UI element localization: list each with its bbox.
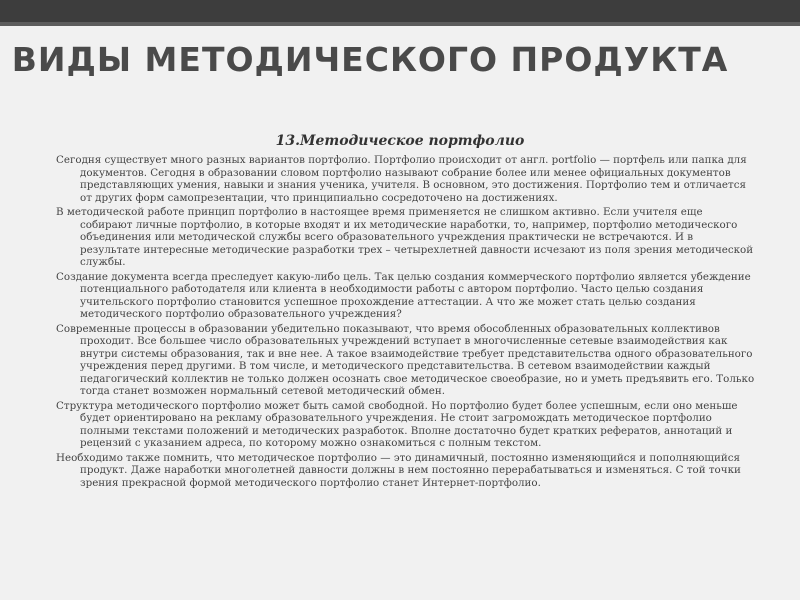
paragraph: Необходимо также помнить, что методическое портфолио — это динамичный, постоянно изменяющийся и пополняющийся продукт. Даже наработки многолетней давности должны в нем постоянно перерабатываться и изменяться. С той точки зрения прекрасной формой методического портфолио станет Интернет-портфолио. bbox=[56, 451, 741, 489]
paragraph: Структура методического портфолио может быть самой свободной. Но портфолио будет более успешным, если оно меньше будет ориентировано на рекламу образовательного учреждения. Не стоит загромождать методическое портфолио полными текстами положений и методических разработок. Вполне достаточно будет кратких рефератов, аннотаций и рецензий с указанием адреса, по которому можно ознакомиться с полным текстом. bbox=[56, 399, 738, 449]
slide-subtitle: 13.Методическое портфолио bbox=[275, 133, 525, 149]
paragraph: Современные процессы в образовании убедительно показывают, что время обособленных образовательных коллективов проходит. Все большее число образовательных учреждений вступает в многочисленные сетевые взаимодействия как внутри системы образования, так и вне нее. А такое взаимодействие требует представительства одного образовательного учреждения перед другими. В том числе, и методического представительства. В сетевом взаимодействии каждый педагогический коллектив не только должен осознать свое методическое своеобразие, но и уметь предъявить его. Только тогда станет возможен нормальный сетевой методический обмен. bbox=[56, 322, 755, 397]
paragraph: В методической работе принцип портфолио в настоящее время применяется не слишком активно. Если учителя еще собирают личные портфолио, в которые входят и их методические наработки, то, например, портфолио методического объединения или методической службы всего образовательного учреждения практически не встречаются. И в результате интересные методические разработки трех – четырехлетней давности исчезают из поля зрения методической службы. bbox=[56, 206, 754, 268]
paragraph: Создание документа всегда преследует какую-либо цель. Так целью создания коммерческого портфолио является убеждение потенциального работодателя или клиента в необходимости работы с автором портфолио. Часто целью создания учительского портфолио становится успешное прохождение аттестации. А что же может стать целью создания методического портфолио образовательного учреждения? bbox=[56, 270, 751, 320]
slide bbox=[0, 26, 800, 600]
paragraph: Сегодня существует много разных вариантов портфолио. Портфолио происходит от англ. portfolio — портфель или папка для документов. Сегодня в образовании словом портфолио называют собрание более или менее официальных документов представляющих умения, навыки и знания ученика, учителя. В основном, это достижения. Портфолио тем и отличается от других форм самопрезентации, что принципиально сосредоточено на достижениях. bbox=[56, 154, 747, 204]
top-bar bbox=[0, 0, 800, 22]
slide-body bbox=[56, 154, 756, 491]
slide-title: ВИДЫ МЕТОДИЧЕСКОГО ПРОДУКТА bbox=[11, 40, 729, 79]
